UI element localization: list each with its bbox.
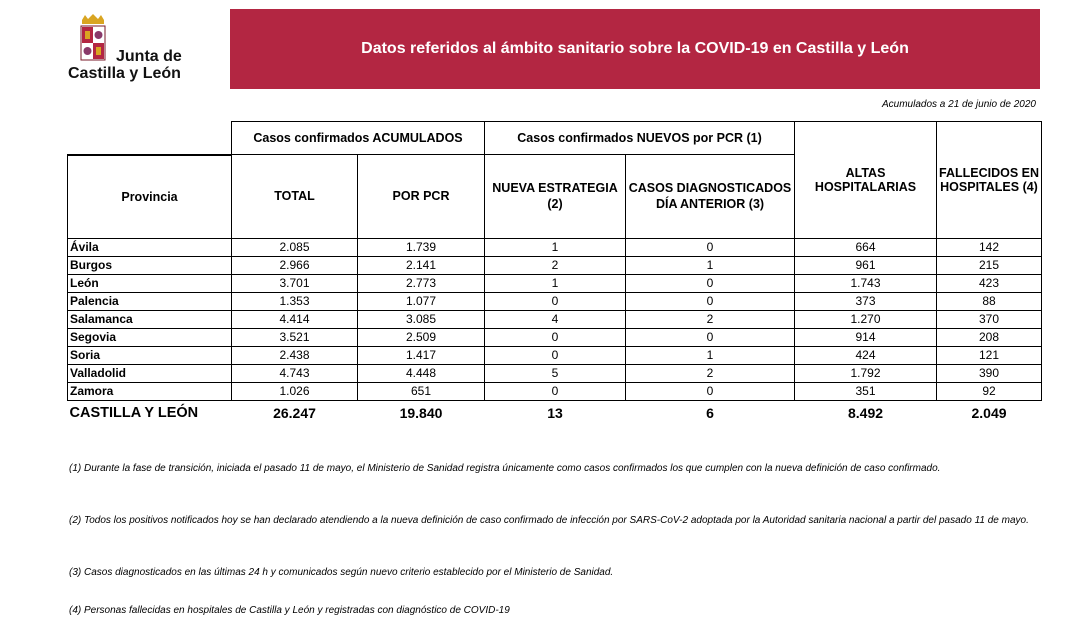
cell-por-pcr: 4.448 (358, 364, 485, 382)
date-note: Acumulados a 21 de junio de 2020 (881, 99, 1036, 110)
cell-fallecidos: 92 (937, 382, 1042, 400)
empty-header-cell (68, 122, 232, 155)
cell-provincia: Segovia (68, 328, 232, 346)
header-casos-diagnosticados: CASOS DIAGNOSTICADOS DÍA ANTERIOR (3) (626, 155, 795, 239)
cell-diag: 2 (626, 310, 795, 328)
cell-por-pcr: 2.509 (358, 328, 485, 346)
header-nueva-estrategia: NUEVA ESTRATEGIA (2) (485, 155, 626, 239)
cell-fallecidos: 208 (937, 328, 1042, 346)
table-row (68, 310, 1042, 328)
cell-provincia: Burgos (68, 256, 232, 274)
logo-line-1: Junta de (116, 48, 182, 65)
cell-total: 2.085 (232, 238, 358, 256)
cell-diag: 0 (626, 238, 795, 256)
cell-fallecidos: 370 (937, 310, 1042, 328)
cell-total: 2.438 (232, 346, 358, 364)
cell-nueva: 1 (485, 238, 626, 256)
header-total: TOTAL (232, 155, 358, 239)
cell-fallecidos: 423 (937, 274, 1042, 292)
cell-nueva: 4 (485, 310, 626, 328)
cell-fallecidos: 215 (937, 256, 1042, 274)
cell-provincia: Salamanca (68, 310, 232, 328)
header-fallecidos: FALLECIDOS EN HOSPITALES (4) (937, 122, 1042, 239)
group-header-acumulados: Casos confirmados ACUMULADOS (232, 122, 485, 155)
table-row (68, 292, 1042, 310)
cell-por-pcr: 1.077 (358, 292, 485, 310)
cell-fallecidos: 390 (937, 364, 1042, 382)
cell-diag: 1 (626, 346, 795, 364)
cell-altas: 914 (795, 328, 937, 346)
cell-altas: 424 (795, 346, 937, 364)
total-label: CASTILLA Y LEÓN (69, 404, 199, 421)
cell-total: 2.966 (232, 256, 358, 274)
cell-nueva: 0 (485, 292, 626, 310)
header-por-pcr: POR PCR (358, 155, 485, 239)
logo-line-2: Castilla y León (68, 65, 181, 82)
page-title: Datos referidos al ámbito sanitario sobre la COVID-19 en Castilla y León (361, 40, 909, 57)
cell-altas: 664 (795, 238, 937, 256)
cell-nueva: 0 (485, 346, 626, 364)
cell-total: 4.743 (232, 364, 358, 382)
cell-provincia: Valladolid (68, 364, 232, 382)
cell-fallecidos: 121 (937, 346, 1042, 364)
footnote-2: (2) Todos los positivos notificados hoy se han declarado atendiendo a la nueva definición de caso confirmado de infección por SARS-CoV-2 adoptada por la Autoridad sanitaria nacional a partir del pasado 11 de mayo. (69, 515, 1029, 526)
cell-fallecidos: 142 (937, 238, 1042, 256)
title-banner (230, 9, 1040, 89)
total-altas: 8.492 (847, 404, 884, 421)
cell-altas: 351 (795, 382, 937, 400)
cell-total: 1.026 (232, 382, 358, 400)
cell-diag: 0 (626, 274, 795, 292)
table-row (68, 328, 1042, 346)
cell-total: 1.353 (232, 292, 358, 310)
cell-por-pcr: 1.739 (358, 238, 485, 256)
cell-total: 3.521 (232, 328, 358, 346)
footnote-4: (4) Personas fallecidas en hospitales de Castilla y León y registradas con diagnóstico de COVID-19 (69, 605, 510, 616)
table-row (68, 274, 1042, 292)
table-row (68, 238, 1042, 256)
cell-nueva: 2 (485, 256, 626, 274)
table-row (68, 346, 1042, 364)
cell-provincia: León (68, 274, 232, 292)
total-fallecidos: 2.049 (971, 404, 1007, 421)
cell-altas: 961 (795, 256, 937, 274)
cell-provincia: Zamora (68, 382, 232, 400)
total-row (68, 400, 1042, 425)
group-header-nuevos: Casos confirmados NUEVOS por PCR (1) (485, 122, 795, 155)
total-por-pcr: 19.840 (399, 404, 443, 421)
cell-diag: 2 (626, 364, 795, 382)
cell-altas: 1.270 (795, 310, 937, 328)
logo-text (68, 48, 208, 82)
cell-diag: 0 (626, 382, 795, 400)
footnote-1: (1) Durante la fase de transición, iniciada el pasado 11 de mayo, el Ministerio de Sanidad registra únicamente como casos confirmados los que cumplen con la nueva definición de caso confirmado. (69, 463, 941, 474)
cell-por-pcr: 2.141 (358, 256, 485, 274)
cell-por-pcr: 651 (358, 382, 485, 400)
cell-provincia: Soria (68, 346, 232, 364)
cell-nueva: 0 (485, 328, 626, 346)
cell-diag: 0 (626, 328, 795, 346)
cell-por-pcr: 1.417 (358, 346, 485, 364)
cell-total: 4.414 (232, 310, 358, 328)
cell-altas: 1.743 (795, 274, 937, 292)
cell-nueva: 1 (485, 274, 626, 292)
cell-altas: 373 (795, 292, 937, 310)
table-row (68, 256, 1042, 274)
table-row (68, 364, 1042, 382)
footnote-3: (3) Casos diagnosticados en las últimas 24 h y comunicados según nuevo criterio establecido por el Ministerio de Sanidad. (69, 567, 614, 578)
covid-data-table (67, 121, 1042, 425)
cell-provincia: Ávila (68, 238, 232, 256)
total-diag: 6 (706, 404, 714, 421)
cell-nueva: 0 (485, 382, 626, 400)
total-total: 26.247 (273, 404, 316, 421)
cell-total: 3.701 (232, 274, 358, 292)
cell-diag: 0 (626, 292, 795, 310)
cell-por-pcr: 2.773 (358, 274, 485, 292)
header-altas: ALTAS HOSPITALARIAS (795, 122, 937, 239)
cell-diag: 1 (626, 256, 795, 274)
header-provincia: Provincia (68, 155, 232, 239)
cell-altas: 1.792 (795, 364, 937, 382)
cell-por-pcr: 3.085 (358, 310, 485, 328)
cell-provincia: Palencia (68, 292, 232, 310)
total-nueva: 13 (547, 404, 563, 421)
table-row (68, 382, 1042, 400)
junta-logo (66, 14, 196, 86)
cell-fallecidos: 88 (937, 292, 1042, 310)
cell-nueva: 5 (485, 364, 626, 382)
